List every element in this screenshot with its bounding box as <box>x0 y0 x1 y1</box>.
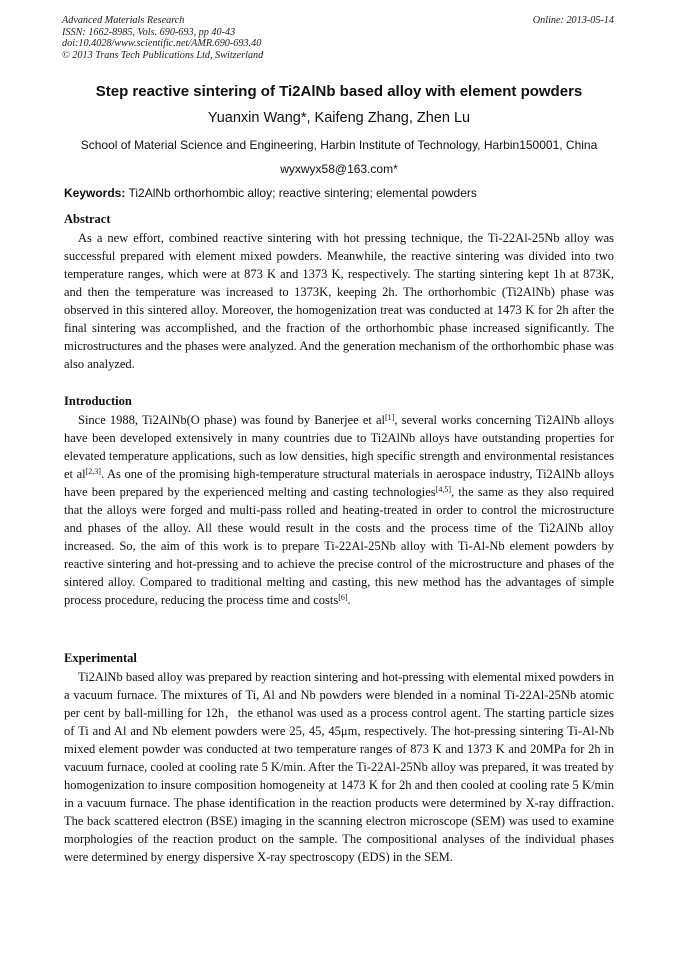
abstract-section <box>64 211 614 373</box>
citation-ref: [2,3] <box>85 467 101 476</box>
online-date: Online: 2013-05-14 <box>532 15 614 26</box>
intro-text-part: . As one of the promising high-temperature structural materials in aerospace industry, Ti2AlNb alloys have been prepared by the experienced melting and casting technologies <box>64 467 615 499</box>
journal-header <box>62 15 263 61</box>
abstract-heading: Abstract <box>64 212 111 226</box>
citation-ref: [6] <box>338 593 348 602</box>
journal-copyright: © 2013 Trans Tech Publications Ltd, Switzerland <box>62 49 264 61</box>
experimental-section <box>64 650 614 866</box>
paper-title: Step reactive sintering of Ti2AlNb based alloy with element powders <box>95 83 583 100</box>
paper-affiliation: School of Material Science and Engineering, Harbin Institute of Technology, Harbin150001, China <box>80 138 598 152</box>
citation-ref: [1] <box>385 413 395 422</box>
citation-ref: [4,5] <box>435 485 451 494</box>
keywords-label: Keywords: <box>64 186 126 200</box>
intro-text-part: , the same as they also required that the alloys were forged and multi-pass rolled and heating-treated in order to control the microstructure and phases of the alloy. All these would result in the costs and the process time of the Ti2AlNb alloy increased. So, the aim of this work is to prepare Ti-22Al-25Nb alloy with Ti-Al-Nb element powders by reactive sintering and hot-pressing and to achieve the precise control of the microstructure and phases of the sintered alloy. Compared to traditional melting and casting, this new method has the advantages of simple process procedure, reducing the process time and costs <box>64 485 614 607</box>
journal-issn: ISSN: 1662-8985, Vols. 690-693, pp 40-43 <box>62 26 236 38</box>
intro-text-part: Since 1988, Ti2AlNb(O phase) was found by Banerjee et al <box>78 413 386 427</box>
abstract-text: As a new effort, combined reactive sintering with hot pressing technique, the Ti-22Al-25Nb alloy was successful prepared with element mixed powders. Meanwhile, the reactive sintering was divided into two temperature ranges, which were at 873 K and 1373 K, respectively. The starting sintering kept 1h at 873K, and then the temperature was increased to 1373K, keeping 2h. The orthorhombic (Ti2AlNb) phase was observed in this sintered alloy. Moreover, the homogenization treat was conducted at 1473 K for 2h after the final sintering was accomplished, and the fraction of the orthorhombic phase increased significantly. The microstructures and the phases were analyzed. And the generation mechanism of the orthorhombic phase was also analyzed. <box>64 231 614 371</box>
introduction-heading: Introduction <box>64 394 132 408</box>
author-email: wyxwyx58@163.com* <box>280 162 398 176</box>
introduction-text <box>64 411 614 609</box>
journal-doi: doi:10.4028/www.scientific.net/AMR.690-693.40 <box>62 38 262 50</box>
intro-text-part: . <box>347 593 351 607</box>
journal-name: Advanced Materials Research <box>62 15 185 26</box>
keywords-line <box>64 186 477 200</box>
introduction-section <box>64 393 614 609</box>
paper-authors: Yuanxin Wang*, Kaifeng Zhang, Zhen Lu <box>207 110 471 126</box>
experimental-text: Ti2AlNb based alloy was prepared by reaction sintering and hot-pressing with elemental mixed powders in a vacuum furnace. The mixtures of Ti, Al and Nb powders were blended in a nominal Ti-22Al-25Nb atomic per cent by ball-milling for 12h，the ethanol was used as a process control agent. The starting particle sizes of Ti and Al and Nb element powders were 25, 45, 45μm, respectively. The hot-pressing sintering Ti-Al-Nb mixed element powder was conducted at two temperature ranges of 873 K and 1373 K and 20MPa for 2h in vacuum furnace, cooled at cooling rate 5 K/min. After the Ti-22Al-25Nb alloy was prepared, it was treated by homogenization to insure composition homogeneity at 1473 K for 2h and then cooled at cooling rate 5 K/min in a vacuum furnace. The phase identification in the reaction products were determined by X-ray diffraction. The back scattered electron (BSE) imaging in the scanning electron microscope (SEM) was used to examine morphologies of the reaction product on the sample. The compositional analyses of the individual phases were determined by energy dispersive X-ray spectroscopy (EDS) in the SEM. <box>64 670 614 864</box>
experimental-heading: Experimental <box>64 651 137 665</box>
keywords-text: Ti2AlNb orthorhombic alloy; reactive sintering; elemental powders <box>128 186 477 200</box>
intro-text-part: , several works concerning Ti2AlNb alloys have been developed extensively in many countries due to Ti2AlNb alloys have outstanding properties for elevated temperature applications, such as low densities, high specific strength and environmental resistances et al <box>64 413 614 481</box>
